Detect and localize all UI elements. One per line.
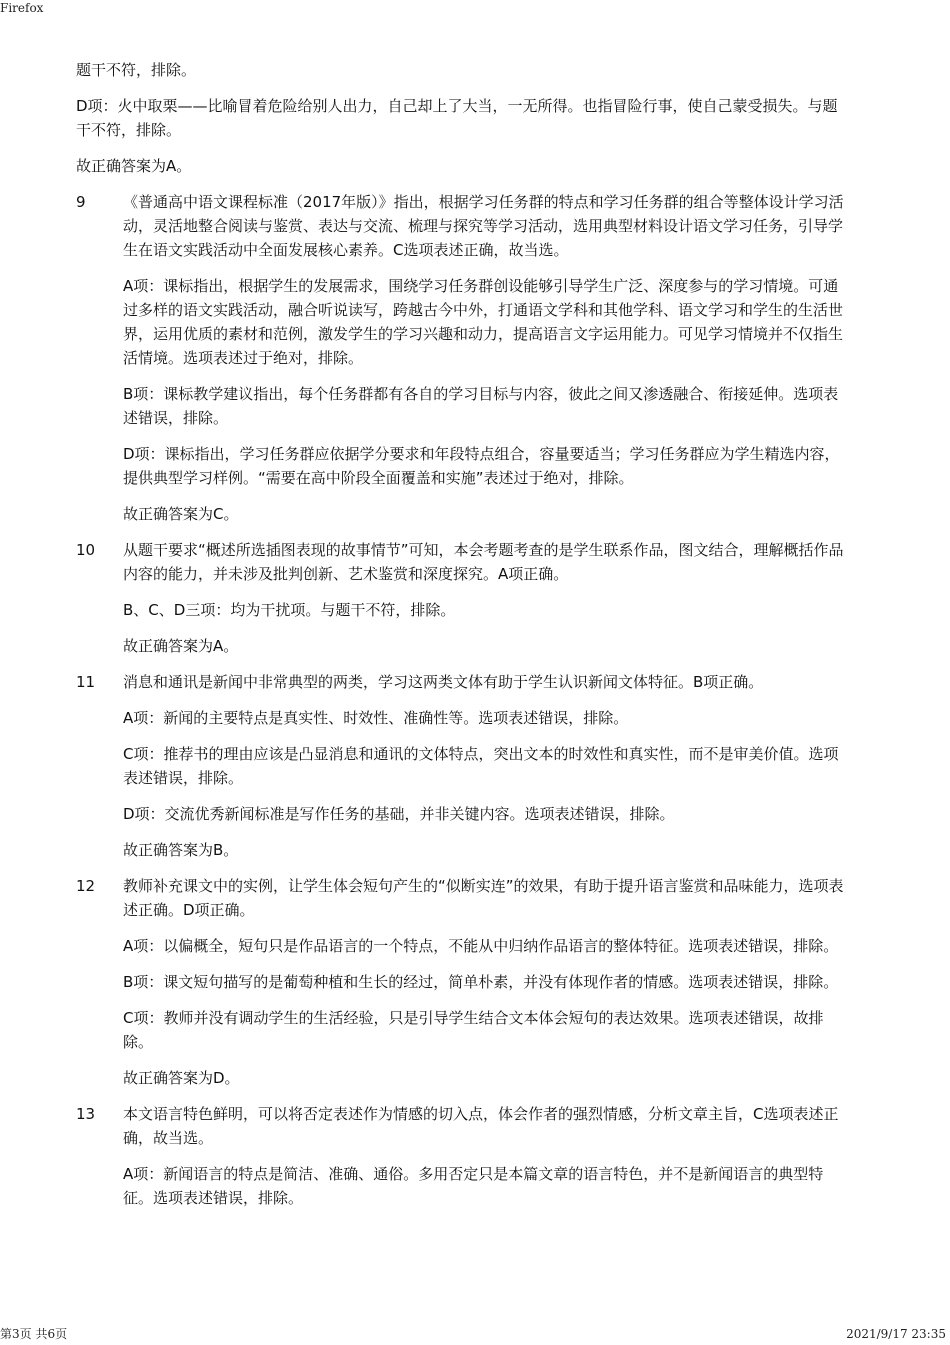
explanation-paragraph: B项：课文短句描写的是葡萄种植和生长的经过，简单朴素，并没有体现作者的情感。选项表述错误，排除。 bbox=[123, 973, 839, 991]
print-header-browser: Firefox bbox=[0, 1, 44, 15]
answer-line: 故正确答案为B。 bbox=[123, 841, 239, 859]
document-content bbox=[76, 58, 846, 1222]
explanation-paragraph: 本文语言特色鲜明，可以将否定表述作为情感的切入点，体会作者的强烈情感，分析文章主旨，C选项表述正确，故当选。 bbox=[123, 1105, 839, 1147]
question-11 bbox=[76, 670, 846, 874]
explanation-paragraph: A项：新闻的主要特点是真实性、时效性、准确性等。选项表述错误，排除。 bbox=[123, 709, 629, 727]
print-datetime: 2021/9/17 23:35 bbox=[846, 1327, 946, 1341]
question-10 bbox=[76, 538, 846, 670]
explanation-paragraph: 消息和通讯是新闻中非常典型的两类，学习这两类文体有助于学生认识新闻文体特征。B项正确。 bbox=[123, 673, 764, 691]
question-number: 9 bbox=[76, 193, 86, 211]
question-body bbox=[123, 670, 846, 874]
question-body bbox=[123, 874, 846, 1102]
explanation-paragraph: C项：教师并没有调动学生的生活经验，只是引导学生结合文本体会短句的表达效果。选项表述错误，故排除。 bbox=[123, 1009, 824, 1051]
explanation-paragraph: D项：交流优秀新闻标准是写作任务的基础，并非关键内容。选项表述错误，排除。 bbox=[123, 805, 675, 823]
question-body bbox=[123, 1102, 846, 1222]
explanation-paragraph: 教师补充课文中的实例，让学生体会短句产生的“似断实连”的效果，有助于提升语言鉴赏和品味能力，选项表述正确。D项正确。 bbox=[123, 877, 844, 919]
page-counter: 第3页 共6页 bbox=[0, 1327, 68, 1341]
question-body bbox=[123, 190, 846, 538]
question-number: 10 bbox=[76, 541, 96, 559]
answer-line: 故正确答案为D。 bbox=[123, 1069, 240, 1087]
lead-section bbox=[76, 58, 846, 178]
lead-paragraph: D项：火中取栗——比喻冒着危险给别人出力，自己却上了大当，一无所得。也指冒险行事，使自己蒙受损失。与题干不符，排除。 bbox=[76, 97, 838, 139]
explanation-paragraph: 《普通高中语文课程标准（2017年版）》指出，根据学习任务群的特点和学习任务群的组合等整体设计学习活动，灵活地整合阅读与鉴赏、表达与交流、梳理与探究等学习活动，选用典型材料设计语文学习任务，引导学生在语文实践活动中全面发展核心素养。C选项表述正确，故当选。 bbox=[123, 193, 844, 259]
question-13 bbox=[76, 1102, 846, 1222]
answer-line: 故正确答案为A。 bbox=[123, 637, 239, 655]
answer-line: 故正确答案为C。 bbox=[123, 505, 239, 523]
explanation-paragraph: 从题干要求“概述所选插图表现的故事情节”可知，本会考题考查的是学生联系作品，图文结合，理解概括作品内容的能力，并未涉及批判创新、艺术鉴赏和深度探究。A项正确。 bbox=[123, 541, 844, 583]
explanation-paragraph: D项：课标指出，学习任务群应依据学分要求和年段特点组合，容量要适当；学习任务群应为学生精选内容，提供典型学习样例。“需要在高中阶段全面覆盖和实施”表述过于绝对，排除。 bbox=[123, 445, 840, 487]
question-number: 12 bbox=[76, 877, 96, 895]
lead-answer: 故正确答案为A。 bbox=[76, 157, 192, 175]
question-9 bbox=[76, 190, 846, 538]
question-body bbox=[123, 538, 846, 670]
explanation-paragraph: A项：新闻语言的特点是简洁、准确、通俗。多用否定只是本篇文章的语言特色，并不是新闻语言的典型特征。选项表述错误，排除。 bbox=[123, 1165, 824, 1207]
explanation-paragraph: A项：课标指出，根据学生的发展需求，围绕学习任务群创设能够引导学生广泛、深度参与的学习情境。可通过多样的语文实践活动，融合听说读写，跨越古今中外，打通语文学科和其他学科、语文学习和学生的生活世界，运用优质的素材和范例，激发学生的学习兴趣和动力，提高语言文字运用能力。可见学习情境并不仅指生活情境。选项表述过于绝对，排除。 bbox=[123, 277, 844, 367]
lead-paragraph: 题干不符，排除。 bbox=[76, 61, 197, 79]
question-number: 13 bbox=[76, 1105, 96, 1123]
explanation-paragraph: B、C、D三项：均为干扰项。与题干不符，排除。 bbox=[123, 601, 456, 619]
explanation-paragraph: C项：推荐书的理由应该是凸显消息和通讯的文体特点，突出文本的时效性和真实性，而不是审美价值。选项表述错误，排除。 bbox=[123, 745, 839, 787]
question-12 bbox=[76, 874, 846, 1102]
explanation-paragraph: B项：课标教学建议指出，每个任务群都有各自的学习目标与内容，彼此之间又渗透融合、衔接延伸。选项表述错误，排除。 bbox=[123, 385, 839, 427]
explanation-paragraph: A项：以偏概全，短句只是作品语言的一个特点，不能从中归纳作品语言的整体特征。选项表述错误，排除。 bbox=[123, 937, 839, 955]
question-number: 11 bbox=[76, 673, 96, 691]
